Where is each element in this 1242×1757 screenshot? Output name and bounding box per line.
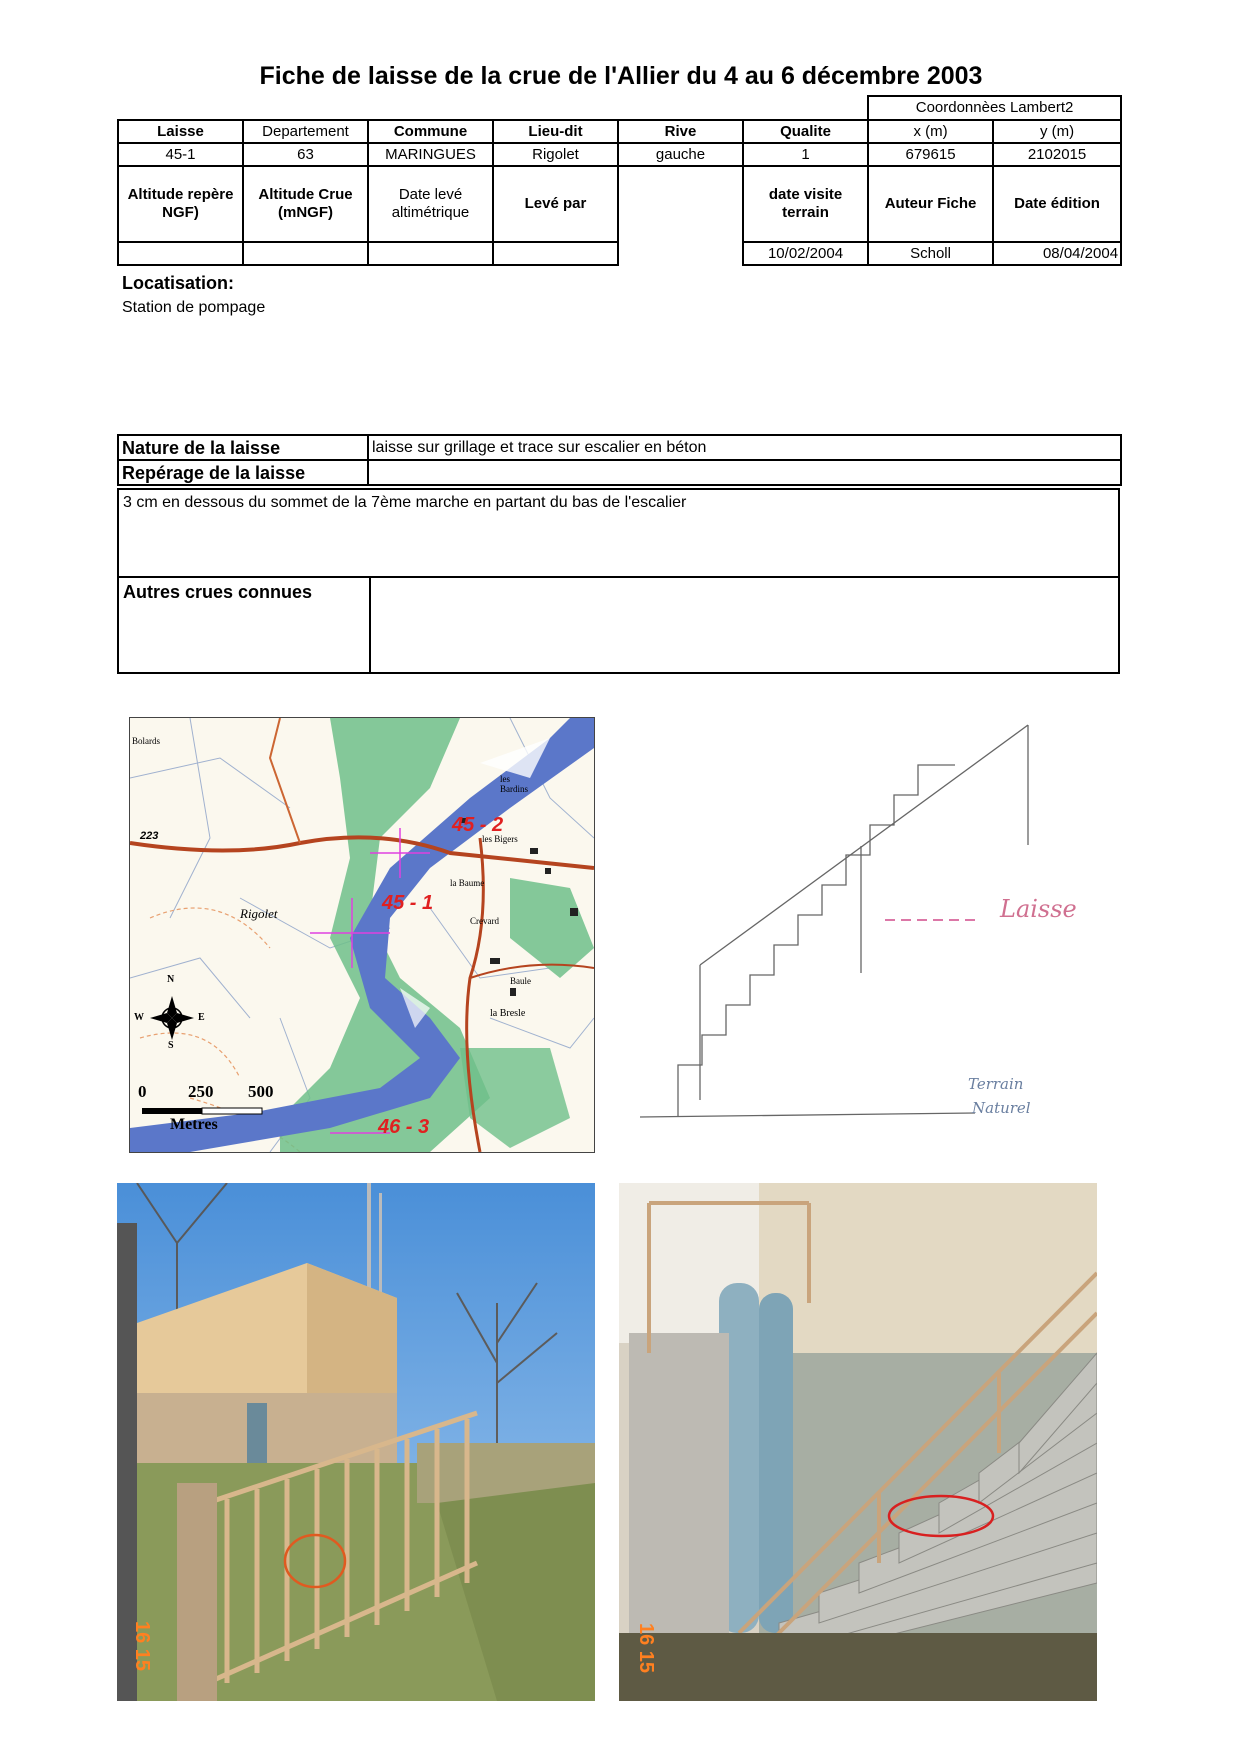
photo2-stamp: 16 15	[635, 1623, 657, 1674]
photo1-stamp: 16 15	[131, 1621, 153, 1672]
altitude-repere-header: Altitude repère NGF)	[118, 166, 243, 242]
rive-value: gauche	[618, 143, 743, 166]
date-leve-header: Date levé altimétrique	[368, 166, 493, 242]
leve-par-header: Levé par	[493, 166, 618, 242]
photo-fence-svg	[117, 1183, 595, 1701]
lieu-dit-value: Rigolet	[493, 143, 618, 166]
auteur-fiche-header: Auteur Fiche	[868, 166, 993, 242]
marker-45-2: 45 - 2	[452, 814, 504, 836]
y-value: 2102015	[993, 143, 1121, 166]
marker-46-3: 46 - 3	[378, 1116, 430, 1138]
autres-label: Autres crues connues	[123, 582, 313, 602]
photo-fence	[117, 1183, 595, 1701]
auteur-fiche-value: Scholl	[868, 242, 993, 265]
date-visite-header: date visite terrain	[743, 166, 868, 242]
location-map	[129, 717, 595, 1153]
date-visite-value: 10/02/2004	[743, 242, 868, 265]
scale-250: 250	[188, 1082, 214, 1101]
map-label-bardins: les Bardins	[500, 774, 528, 794]
date-edition-value: 08/04/2004	[993, 242, 1121, 265]
scale-0: 0	[138, 1082, 147, 1101]
stair-sketch	[630, 715, 1130, 1135]
map-label-bigers: les Bigers	[482, 834, 518, 844]
photo-stairs-svg	[619, 1183, 1097, 1701]
localisation-text: Station de pompage	[122, 299, 266, 316]
map-label-baume: la Baume	[450, 878, 485, 888]
nature-table	[117, 434, 1122, 486]
commune-value: MARINGUES	[368, 143, 493, 166]
scale-500: 500	[248, 1082, 274, 1101]
reperage-empty	[368, 460, 1121, 485]
lieu-dit-header: Lieu-dit	[493, 120, 618, 143]
header-table	[117, 95, 1122, 266]
map-label-rigolet: Rigolet	[240, 906, 278, 921]
stair-sketch-svg	[630, 715, 1130, 1135]
altitude-crue-value	[243, 242, 368, 265]
altitude-repere-value	[118, 242, 243, 265]
localisation-label: Locatisation:	[122, 273, 235, 293]
reperage-value: 3 cm en dessous du sommet de la 7ème marche en partant du bas de l'escalier	[123, 494, 687, 511]
map-label-crevard: Crevard	[470, 916, 499, 926]
sketch-laisse-label: Laisse	[1000, 895, 1077, 923]
date-leve-value	[368, 242, 493, 265]
x-header: x (m)	[868, 120, 993, 143]
qualite-header: Qualite	[743, 120, 868, 143]
marker-45-1: 45 - 1	[382, 892, 434, 914]
photo-stairs	[619, 1183, 1097, 1701]
laisse-header: Laisse	[118, 120, 243, 143]
compass-s: S	[168, 1040, 174, 1051]
map-label-bresle: la Bresle	[490, 1008, 526, 1019]
compass-w: W	[134, 1012, 144, 1023]
map-label-baule: Baule	[510, 976, 531, 986]
map-label-223: 223	[140, 830, 159, 842]
leve-par-value	[493, 242, 618, 265]
rive-header: Rive	[618, 120, 743, 143]
laisse-value: 45-1	[118, 143, 243, 166]
page-title: Fiche de laisse de la crue de l'Allier du 4 au 6 décembre 2003	[259, 62, 983, 90]
y-header: y (m)	[993, 120, 1121, 143]
map-label-bolards: Bolards	[132, 736, 160, 746]
departement-header: Departement	[243, 120, 368, 143]
departement-value: 63	[243, 143, 368, 166]
compass-e: E	[198, 1012, 205, 1023]
qualite-value: 1	[743, 143, 868, 166]
compass-n: N	[167, 974, 175, 985]
date-edition-header: Date édition	[993, 166, 1121, 242]
sketch-terrain-label: Terrain	[968, 1075, 1024, 1093]
coords-header: Coordonnèes Lambert2	[868, 96, 1121, 120]
nature-label: Nature de la laisse	[118, 435, 368, 460]
autres-box	[117, 576, 1120, 674]
reperage-label: Repérage de la laisse	[118, 460, 368, 485]
sketch-naturel-label: Naturel	[972, 1099, 1031, 1117]
scale-unit: Metres	[170, 1116, 218, 1133]
reperage-box	[117, 488, 1120, 578]
x-value: 679615	[868, 143, 993, 166]
altitude-crue-header: Altitude Crue (mNGF)	[243, 166, 368, 242]
commune-header: Commune	[368, 120, 493, 143]
nature-value: laisse sur grillage et trace sur escalier en béton	[368, 435, 1121, 460]
